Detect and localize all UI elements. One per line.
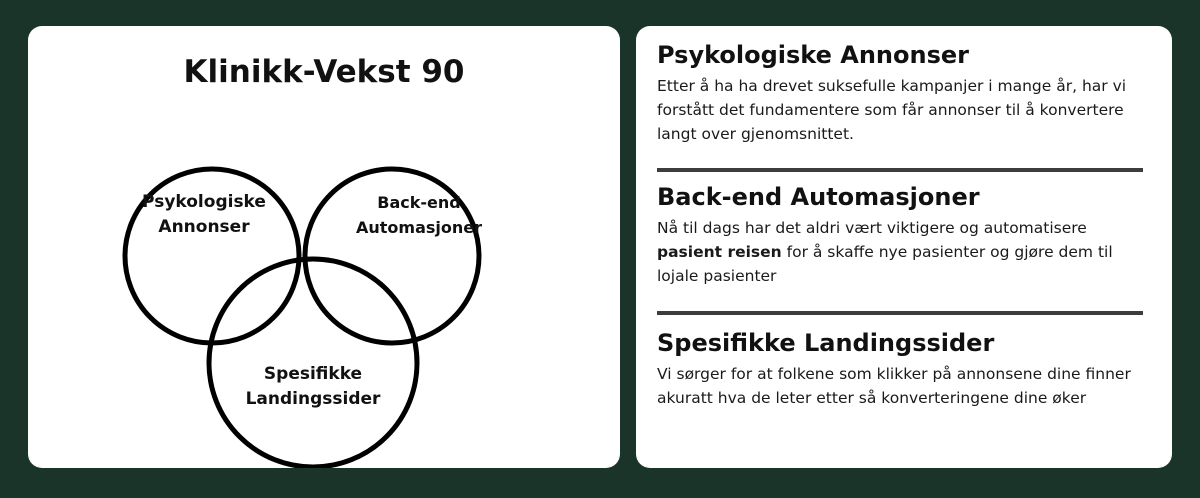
section-divider bbox=[657, 311, 1143, 315]
venn-label-line: Back-end bbox=[377, 193, 461, 212]
section-heading: Spesifikke Landingssider bbox=[657, 329, 995, 357]
section-body-emphasis: pasient reisen bbox=[657, 243, 782, 261]
diagram-title: Klinikk-Vekst 90 bbox=[183, 54, 465, 90]
section-spesifikke-landingssider bbox=[657, 328, 1147, 410]
section-divider bbox=[657, 168, 1143, 172]
section-back-end-automasjoner bbox=[657, 182, 1147, 288]
venn-label-line: Annonser bbox=[158, 217, 250, 237]
section-body bbox=[657, 216, 1147, 288]
venn-label-back-end bbox=[344, 190, 494, 240]
section-body: Vi sørger for at folkene som klikker på annonsene dine finner akuratt hva de leter etter så konverteringene dine øker bbox=[657, 365, 1131, 407]
section-body: Etter å ha ha drevet suksefulle kampanjer i mange år, har vi forstått det fundamentere som får annonser til å konvertere langt over gjenomsnittet. bbox=[657, 77, 1127, 143]
section-heading: Psykologiske Annonser bbox=[657, 41, 969, 69]
section-psykologiske-annonser bbox=[657, 40, 1147, 146]
venn-label-line: Spesifikke bbox=[263, 364, 363, 384]
venn-label-psykologiske bbox=[124, 190, 284, 240]
venn-panel bbox=[28, 26, 620, 468]
venn-label-line: Psykologiske bbox=[142, 192, 266, 212]
venn-label-line: Automasjoner bbox=[355, 218, 482, 237]
section-body-text: for å skaffe nye pasienter og gjøre dem til lojale pasienter bbox=[657, 243, 1113, 285]
venn-label-line: Landingssider bbox=[245, 389, 381, 409]
section-body-text: Nå til dags har det aldri vært viktigere og automatisere bbox=[657, 219, 1087, 237]
section-heading: Back-end Automasjoner bbox=[657, 183, 980, 211]
venn-label-landingssider bbox=[228, 362, 398, 412]
description-panel bbox=[636, 26, 1172, 468]
